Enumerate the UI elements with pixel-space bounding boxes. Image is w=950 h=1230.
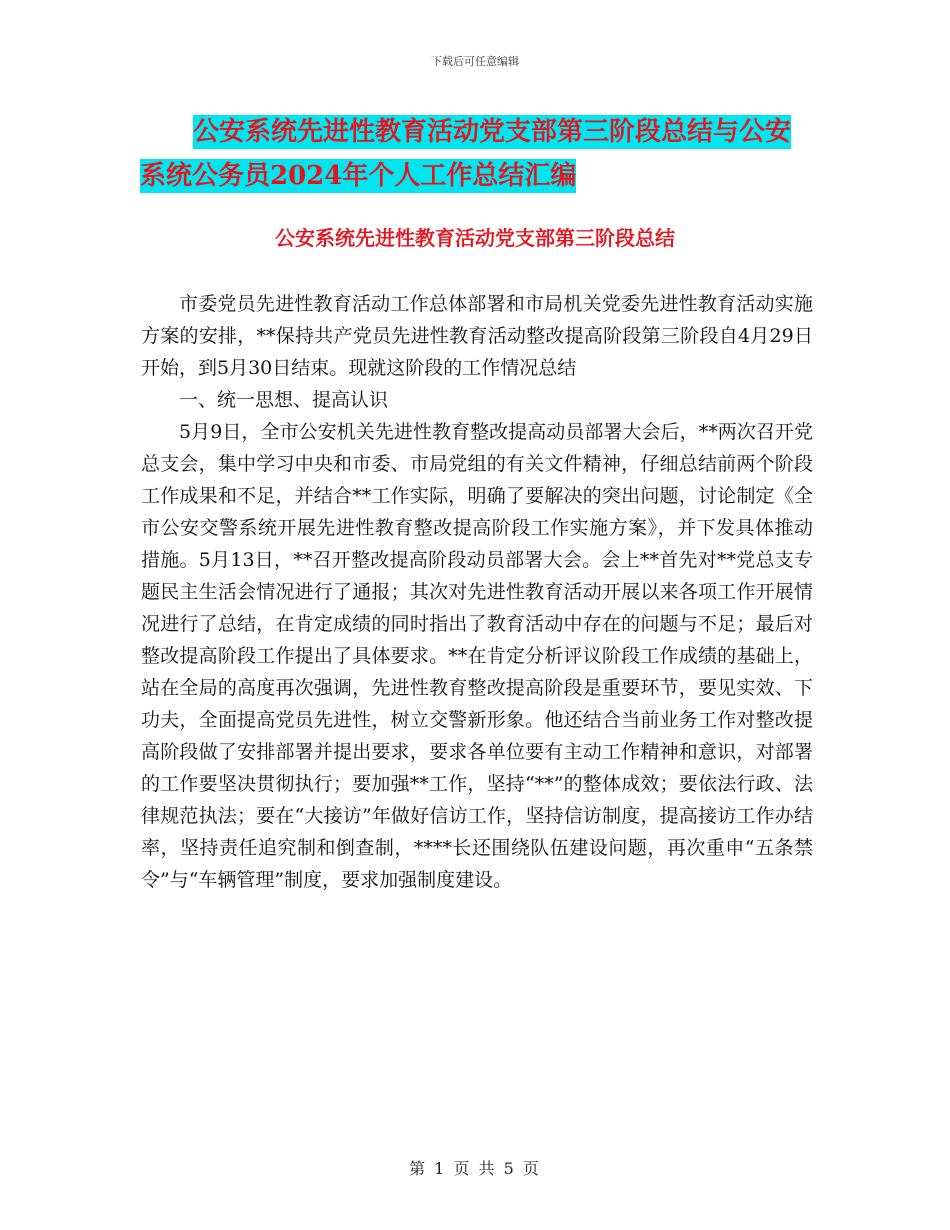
- page-footer: 第 1 页 共 5 页: [409, 1159, 541, 1178]
- paragraph-heading-1: 一、统一思想、提高认识: [179, 389, 389, 411]
- body-text: [141, 288, 813, 896]
- paragraph-intro: 市委党员先进性教育活动工作总体部署和市局机关党委先进性教育活动实施方案的安排，**保持共产党员先进性教育活动整改提高阶段第三阶段自4月29日开始，到5月30日结束。现就这阶段的工作情况总结: [141, 293, 813, 379]
- header-note: 下载后可任意编辑: [431, 55, 519, 68]
- document-title-line-2: [140, 154, 820, 198]
- paragraph-main: 5月9日，全市公安机关先进性教育整改提高动员部署大会后，**两次召开党总支会，集中学习中央和市委、市局党组的有关文件精神，仔细总结前两个阶段工作成果和不足，并结合**工作实际，明确了要解决的突出问题，讨论制定《全市公安交警系统开展先进性教育整改提高阶段工作实施方案》，并下发具体推动措施。5月13日，**召开整改提高阶段动员部署大会。会上**首先对**党总支专题民主生活会情况进行了通报；其次对先进性教育活动开展以来各项工作开展情况进行了总结，在肯定成绩的同时指出了教育活动中存在的问题与不足；最后对整改提高阶段工作提出了具体要求。**在肯定分析评议阶段工作成绩的基础上，站在全局的高度再次强调，先进性教育整改提高阶段是重要环节，要见实效、下功夫，全面提高党员先进性，树立交警新形象。他还结合当前业务工作对整改提高阶段做了安排部署并提出要求，要求各单位要有主动工作精神和意识，对部署的工作要坚决贯彻执行；要加强**工作，坚持“**”的整体成效；要依法行政、法律规范执法；要在“大接访”年做好信访工作，坚持信访制度，提高接访工作办结率，坚持责任追究制和倒查制，****长还围绕队伍建设问题，再次重申“五条禁令”与“车辆管理”制度，要求加强制度建设。: [141, 421, 813, 891]
- document-title: [140, 110, 820, 198]
- title-highlight-1: 公安系统先进性教育活动党支部第三阶段总结与公安: [193, 117, 792, 147]
- section-title: 公安系统先进性教育活动党支部第三阶段总结: [275, 226, 675, 250]
- document-title-line-1: [140, 110, 820, 154]
- title-highlight-2: 系统公务员2024年个人工作总结汇编: [140, 161, 577, 191]
